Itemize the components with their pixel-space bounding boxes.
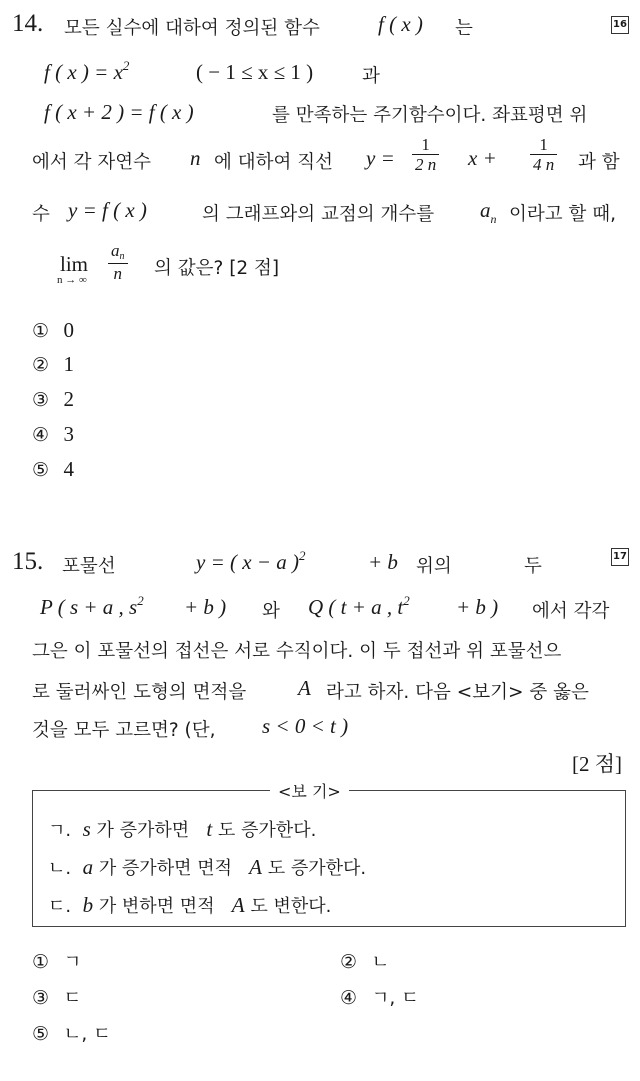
q15-points: [2 점] [572, 752, 623, 776]
q15-line1-text: 포물선 [62, 556, 116, 577]
q15-choice-5[interactable]: ⑤ ㄴ, ㄷ [32, 1023, 112, 1045]
q15-choice-2[interactable]: ② ㄴ [340, 951, 390, 973]
bogi-item-giyeok: ㄱ. s 가 증가하면 t 도 증가한다. [48, 817, 317, 841]
q15-line1-b: + b [368, 550, 398, 574]
q15-line3-text: 그은 이 포물선의 접선은 서로 수직이다. 이 두 접선과 위 포물선으 [32, 641, 562, 662]
q14-line2-rhs: ( − 1 ≤ x ≤ 1 ) [196, 60, 314, 84]
q14-eun: 는 [455, 18, 473, 39]
q15-point-Q-tail: + b ) [456, 595, 499, 619]
q15-line4-text2: 라고 하자. 다음 <보기> 중 옳은 [326, 682, 589, 703]
q15-choice-1[interactable]: ① ㄱ [32, 951, 82, 973]
q14-a-n: $a_n$ [480, 198, 497, 226]
q14-choice-1[interactable]: ① 0 [32, 318, 74, 342]
q14-gwa: 과 [362, 66, 380, 87]
q14-line2-lhs: f ( x ) = $x^2$ [44, 58, 130, 84]
q14-su: 수 [32, 204, 50, 225]
q14-line5-text2: 이라고 할 때, [509, 204, 616, 225]
q14-line4-text2: 에 대하여 직선 [214, 152, 333, 173]
q14-choice-3[interactable]: ③ 2 [32, 387, 74, 411]
q15-condition: s < 0 < t ) [262, 714, 349, 738]
bogi-item-digeut: ㄷ. b 가 변하면 면적 A 도 변한다. [48, 893, 332, 917]
q15-number: 15. [12, 548, 44, 575]
bogi-title: <보 기> [270, 779, 349, 802]
q15-line1-text3: 두 [524, 556, 542, 577]
q15-line4-text1: 로 둘러싸인 도형의 면적을 [32, 682, 247, 703]
page-number-badge-17: 17 [611, 548, 629, 566]
q14-choice-2[interactable]: ② 1 [32, 352, 74, 376]
q14-line5-math: y = f ( x ) [68, 198, 147, 222]
q14-choice-4[interactable]: ④ 3 [32, 422, 74, 446]
q14-number: 14. [12, 10, 44, 37]
q15-area-A: A [298, 676, 311, 700]
q15-wa: 와 [262, 601, 280, 622]
q15-choice-3[interactable]: ③ ㄷ [32, 987, 82, 1009]
q15-point-P-tail: + b ) [184, 595, 227, 619]
q15-point-Q: Q ( t + a , $t^2$ [308, 593, 410, 619]
q15-line1-math: y = ( x − a )$^2$ [196, 548, 306, 574]
q14-lim: lim [60, 252, 89, 276]
q15-choice-4[interactable]: ④ ㄱ, ㄷ [340, 987, 420, 1009]
q14-x-plus: x + [468, 146, 497, 170]
q15-line2-text: 에서 각각 [532, 601, 610, 622]
q15-line5-text: 것을 모두 고르면? (단, [32, 720, 216, 741]
q14-limit-fraction: $\frac{an}{n}$ [108, 242, 128, 283]
q14-y-equals: y = [366, 146, 395, 170]
q15-point-P: P ( s + a , $s^2$ [40, 593, 144, 619]
q14-fraction-1: $\frac{1}{2 n}$ [412, 136, 439, 174]
q14-line5-text1: 의 그래프와의 교점의 개수를 [202, 204, 435, 225]
q14-line4-text3: 과 함 [578, 152, 620, 173]
q14-line6-text: 의 값은? [2 점] [154, 258, 280, 279]
q14-line4-text1: 에서 각 자연수 [32, 152, 151, 173]
page-number-badge-16: 16 [611, 16, 629, 34]
q14-line1-text: 모든 실수에 대하여 정의된 함수 [64, 18, 320, 39]
q14-fx: f ( x ) [378, 12, 423, 36]
bogi-item-nieun: ㄴ. a 가 증가하면 면적 A 도 증가한다. [48, 855, 367, 879]
q14-line3-text: 를 만족하는 주기함수이다. 좌표평면 위 [272, 105, 588, 126]
q14-n: n [190, 146, 201, 170]
q14-lim-subscript: n → ∞ [57, 274, 87, 286]
q14-line3-math: f ( x + 2 ) = f ( x ) [44, 100, 194, 124]
q15-line1-text2: 위의 [416, 556, 452, 577]
q14-fraction-2: $\frac{1}{4 n}$ [530, 136, 557, 174]
q14-choice-5[interactable]: ⑤ 4 [32, 457, 74, 481]
